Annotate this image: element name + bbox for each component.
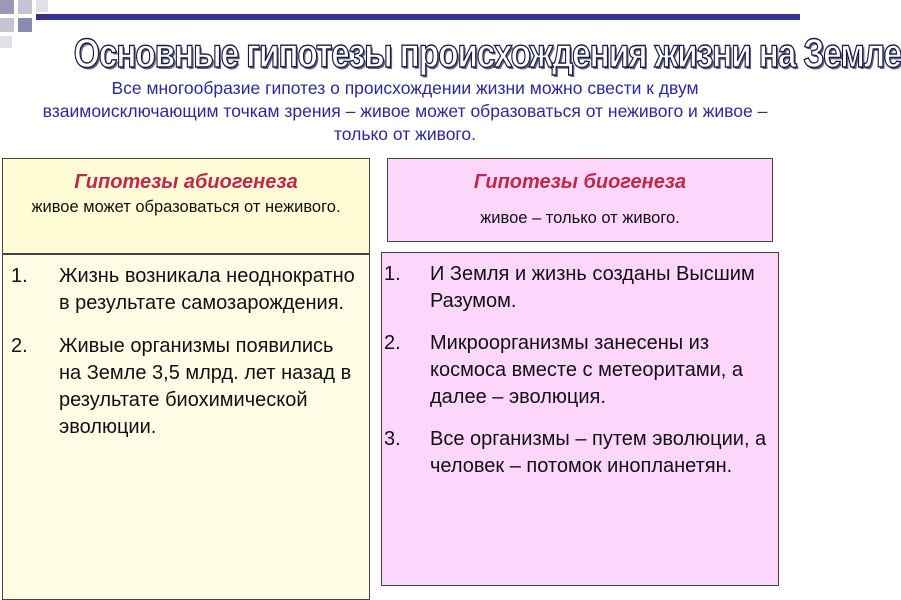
item-text: Микроорганизмы занесены из космоса вместе с метеоритами, а далее – эволюция.: [430, 332, 743, 408]
accent-bar: [36, 14, 800, 20]
abiogenesis-header: [2, 158, 370, 254]
decor-square: [18, 18, 32, 32]
item-text: И Земля и жизнь созданы Высшим Разумом.: [430, 263, 755, 312]
decor-square: [0, 0, 14, 14]
abiogenesis-heading: Гипотезы абиогенеза: [74, 171, 298, 193]
abiogenesis-list-box: [2, 254, 370, 600]
list-item: [382, 261, 770, 315]
biogenesis-subtitle: живое – только от живого.: [480, 209, 680, 227]
abiogenesis-subtitle: живое может образоваться от неживого.: [31, 198, 341, 216]
slide-title: Основные гипотезы происхождения жизни на Земле: [73, 30, 901, 76]
decor-square: [0, 18, 14, 32]
list-item: [3, 263, 361, 317]
item-number: 2.: [11, 335, 28, 357]
item-number: 2.: [384, 332, 401, 354]
item-text: Все организмы – путем эволюции, а человек – потомок инопланетян.: [430, 428, 767, 477]
list-item: [382, 426, 770, 480]
abiogenesis-list: [3, 263, 361, 441]
item-text: Живые организмы появились на Земле 3,5 млрд. лет назад в результате биохимической эволюции.: [59, 335, 352, 438]
biogenesis-heading: Гипотезы биогенеза: [473, 171, 687, 193]
biogenesis-list-box: [381, 252, 779, 586]
decor-square: [0, 36, 12, 48]
item-number: 1.: [384, 263, 401, 285]
decor-square: [36, 0, 48, 12]
item-number: 3.: [384, 428, 401, 450]
decor-square: [18, 0, 32, 14]
item-text: Жизнь возникала неоднократно в результате самозарождения.: [59, 265, 355, 314]
list-item: [382, 330, 770, 411]
item-number: 1.: [11, 265, 28, 287]
intro-text: Все многообразие гипотез о происхождении жизни можно свести к двум взаимоисключающим точкам зрения – живое может образоваться от неживого и живое – только от живого.: [42, 78, 768, 144]
list-item: [3, 333, 361, 441]
biogenesis-header: [387, 158, 773, 242]
biogenesis-list: [382, 261, 770, 480]
